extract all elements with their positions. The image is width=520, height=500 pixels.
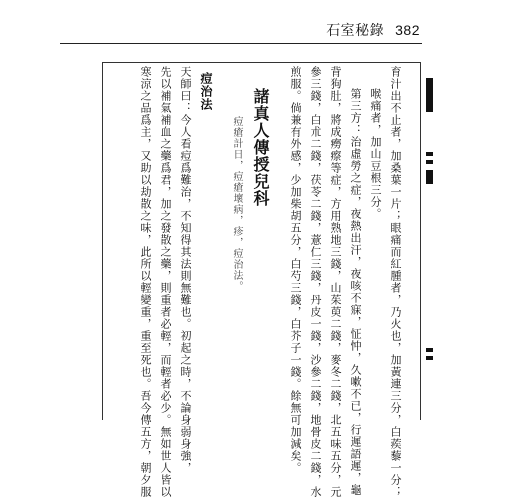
section-heading: 諸真人傳授兒科 (251, 88, 270, 207)
text-column: 育汁出不止者，加桑葉一片；眼痛而紅腫者，乃火也，加黃連三分，白蒺藜一分； (389, 66, 402, 498)
text-frame-top (102, 62, 420, 63)
thumb-tab-mark (426, 152, 433, 156)
thumb-tab-mark (426, 356, 433, 360)
book-title: 石室秘錄 (326, 23, 385, 39)
text-column: 第三方：治虛勞之症，夜熱出汗，夜咳不寐，怔忡，久嗽不已，行遲語遲，龜 (349, 88, 362, 496)
thumb-tab-mark (426, 78, 433, 112)
section-note: 痘瘡計日，痘瘡壞病，疹，痘治法。 (231, 116, 242, 292)
thumb-tab-mark (426, 170, 433, 184)
text-column: 參三錢，白朮二錢，茯苓二錢，薏仁三錢，丹皮一錢，沙參二錢，地骨皮二錢，水 (309, 66, 322, 498)
text-column: 天師曰：今人看痘爲難治，不知得其法則無難也。初起之時，不論身弱身強， (179, 66, 192, 474)
text-column: 背狗肚，將成癆瘵等症，方用熟地三錢，山茱萸二錢，麥冬二錢，北五味五分，元 (329, 66, 342, 498)
sub-heading: 痘治法 (199, 72, 213, 111)
text-frame-left (102, 62, 103, 420)
page-number: 382 (395, 22, 420, 38)
text-column: 煎服。倘兼有外感，少加柴胡五分，白芍三錢，白芥子一錢。餘無可加減矣。 (289, 66, 302, 474)
thumb-tab-mark (426, 160, 433, 164)
page-body (135, 66, 405, 498)
header-rule (60, 43, 422, 44)
text-column: 喉痛者，加山豆根三分。 (369, 88, 382, 220)
running-header (60, 20, 420, 42)
thumb-tab-mark (426, 348, 433, 352)
text-frame-right (420, 62, 421, 420)
spacer (217, 66, 227, 416)
text-column: 先以補氣補血之藥爲君，加之發散之藥，則重者必輕，而輕者必少。無如世人皆以 (159, 66, 172, 498)
text-column: 寒涼之品爲主，又助以劫散之味，此所以輕變重，重至死也。吾今傳五方，朝夕服 (139, 66, 152, 498)
spacer (275, 66, 285, 416)
